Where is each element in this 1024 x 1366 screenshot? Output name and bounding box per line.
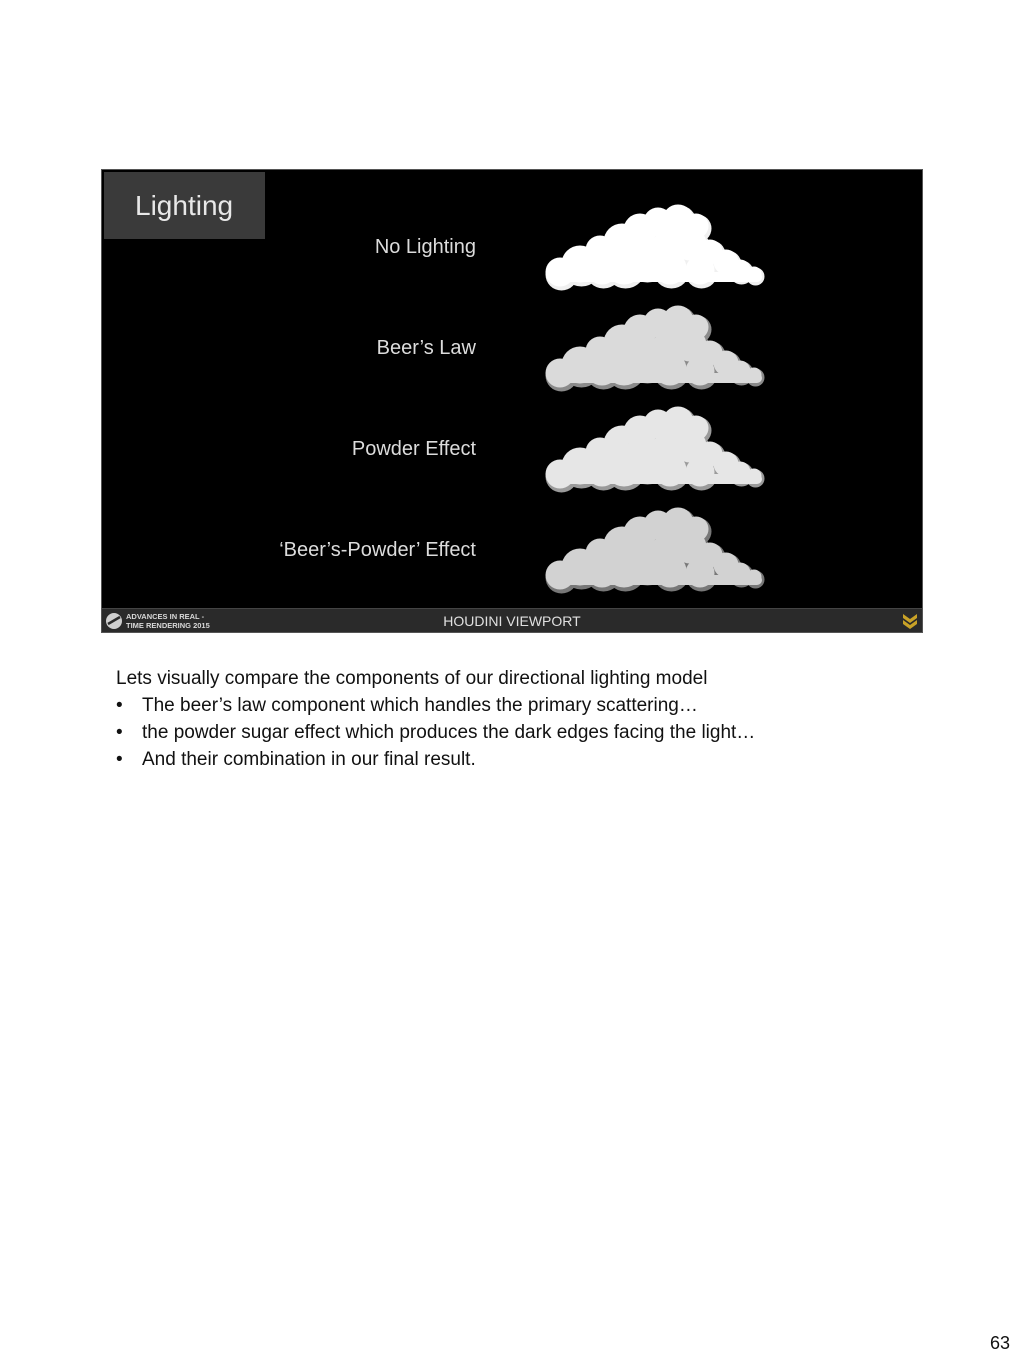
slide-image	[101, 169, 923, 633]
bullet-icon: •	[116, 749, 123, 770]
list-item: • And their combination in our final result.	[116, 746, 916, 773]
list-item: • the powder sugar effect which produces the dark edges facing the light…	[116, 719, 916, 746]
speaker-notes	[116, 665, 916, 773]
cloud-image-powder-effect	[540, 404, 770, 494]
chevron-badge-icon	[902, 612, 918, 630]
list-item: • The beer’s law component which handles the primary scattering…	[116, 692, 916, 719]
slide-title: Lighting	[104, 172, 265, 239]
bullet-icon: •	[116, 722, 123, 743]
row-label-no-lighting: No Lighting	[374, 236, 476, 258]
slide-footer	[102, 608, 922, 633]
row-label-beers-law: Beer’s Law	[376, 337, 476, 359]
notes-intro: Lets visually compare the components of our directional lighting model	[116, 668, 708, 689]
row-label-beers-powder-effect: ‘Beer’s-Powder’ Effect	[279, 539, 476, 561]
conference-name: ADVANCES IN REAL - TIME RENDERING 2015	[126, 612, 210, 630]
row-label-powder-effect: Powder Effect	[351, 438, 476, 460]
cloud-image-beers-law	[540, 303, 770, 393]
bullet-icon: •	[116, 695, 123, 716]
cloud-image-beers-powder-effect	[540, 505, 770, 595]
footer-caption: HOUDINI VIEWPORT	[443, 613, 581, 629]
cloud-image-no-lighting	[540, 202, 770, 292]
page-number: 63	[989, 1333, 1010, 1353]
notes-bullet-list	[116, 692, 916, 773]
